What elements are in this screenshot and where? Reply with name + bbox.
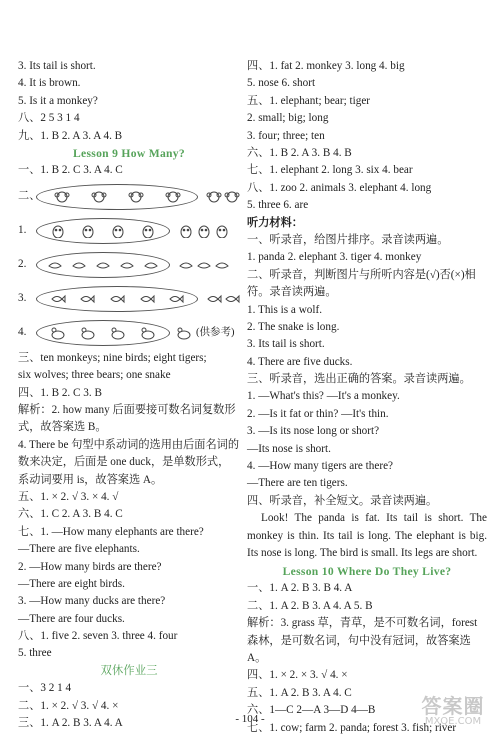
answer-line: 一、3 2 1 4 — [18, 682, 72, 695]
bird-icon — [214, 258, 230, 272]
picture-answer-1 — [18, 180, 240, 214]
answer-line: 一、1. A 2. B 3. B 4. A — [247, 582, 353, 595]
owl-icon — [196, 224, 212, 238]
right-column — [247, 58, 487, 737]
picture-number: 3. — [18, 292, 27, 305]
answer-line: 六、1. B 2. A 3. B 4. B — [247, 146, 352, 159]
birds-oval — [36, 252, 170, 278]
answer-line: 1. panda 2. elephant 3. tiger 4. monkey — [247, 251, 422, 264]
birds-outside — [178, 258, 230, 272]
answer-line: 八、1. zoo 2. animals 3. elephant 4. long — [247, 181, 432, 194]
bird-icon — [196, 258, 212, 272]
answer-line: 1. —What's this? —It's a monkey. — [247, 390, 400, 403]
bird-icon — [143, 258, 159, 272]
answer-line: 七、1. cow; farm 2. panda; forest 3. fish; river — [247, 721, 457, 734]
owl-icon — [178, 224, 194, 238]
left-column — [18, 58, 240, 732]
answer-line: 2. The snake is long. — [247, 320, 340, 333]
answer-line: 4. It is brown. — [18, 77, 81, 90]
owl-icon — [80, 224, 96, 238]
owl-icon — [50, 224, 66, 238]
fish-outside — [206, 292, 240, 306]
duck-icon — [50, 326, 66, 340]
monkey-icon — [128, 190, 144, 204]
monkey-icon — [91, 190, 107, 204]
fish-icon — [139, 292, 155, 306]
ducks-oval — [36, 320, 170, 346]
answer-line: 3. four; three; ten — [247, 129, 325, 142]
answer-line: 2. —How many birds are there? — [18, 560, 162, 573]
answer-line: 5. Is it a monkey? — [18, 94, 98, 107]
answer-line: 四、1. × 2. × 3. √ 4. × — [247, 669, 348, 682]
answer-line: 二、1. A 2. B 3. A 4. A 5. B — [247, 599, 373, 612]
bird-icon — [47, 258, 63, 272]
analysis-text: 解析：2. how many 后面要接可数名词复数形式，故答案选 B。 — [18, 403, 236, 434]
instruction-text: 二、听录音，判断图片与所听内容是(√)否(×)相符。录音读两遍。 — [247, 268, 476, 299]
answer-line: —There are four ducks. — [18, 612, 125, 625]
answer-line: 五、1. A 2. B 3. A 4. C — [247, 686, 352, 699]
fish-icon — [206, 292, 222, 306]
answer-line: 三、听录音，选出正确的答案。录音读两遍。 — [247, 373, 471, 386]
answer-line: 二、1. × 2. √ 3. √ 4. × — [18, 699, 119, 712]
answer-line: 5. three — [18, 647, 52, 660]
answer-line: 一、1. B 2. C 3. A 4. C — [18, 164, 123, 177]
analysis-text: 4. There be 句型中系动词的选用由后面名词的数来决定，后面是 one duck，是单数形式，系动词要用 is，故答案选 A。 — [18, 438, 240, 486]
owls-row — [18, 214, 240, 248]
answer-line: 八、1. five 2. seven 3. three 4. four — [18, 630, 178, 643]
answer-line: 3. Its tail is short. — [247, 338, 325, 351]
fish-icon — [79, 292, 95, 306]
picture-answer-3 — [18, 248, 240, 282]
picture-number: 2. — [18, 258, 27, 271]
answer-line: 五、1. × 2. √ 3. × 4. √ — [18, 490, 119, 503]
duck-icon — [80, 326, 96, 340]
analysis-text: 解析：3. grass 草，青草，是不可数名词，forest 森林，是可数名词，句中没有冠词，故答案选 A。 — [247, 617, 478, 664]
picture-number: 4. — [18, 326, 27, 339]
answer-line: 3. —How many ducks are there? — [18, 595, 166, 608]
owl-icon — [140, 224, 156, 238]
watermark-url: MXQE.COM — [424, 716, 482, 727]
question-2-label: 二、 — [18, 190, 41, 203]
lesson-9-title: Lesson 9 How Many? — [72, 146, 185, 160]
monkey-icon — [54, 190, 70, 204]
reference-note: (供参考) — [196, 327, 235, 339]
answer-line: 八、2 5 3 1 4 — [18, 112, 80, 125]
answer-line: 七、1. —How many elephants are there? — [18, 525, 204, 538]
answer-line: 3. —Is its nose long or short? — [247, 425, 380, 438]
page-number: - 104 - — [235, 713, 265, 725]
bird-icon — [178, 258, 194, 272]
answer-line: 4. —How many tigers are there? — [247, 460, 394, 473]
answer-line: 4. There are five ducks. — [247, 355, 353, 368]
answer-line: 1. This is a wolf. — [247, 303, 322, 316]
answer-line: 四、1. B 2. C 3. B — [18, 386, 102, 399]
answer-line: 五、1. elephant; bear; tiger — [247, 94, 371, 107]
bird-icon — [119, 258, 135, 272]
fish-icon — [109, 292, 125, 306]
fish-icon — [168, 292, 184, 306]
answer-line: —There are eight birds. — [18, 577, 125, 590]
monkey-icon — [224, 190, 240, 204]
monkey-icon — [165, 190, 181, 204]
answer-line: 七、1. elephant 2. long 3. six 4. bear — [247, 164, 413, 177]
weekend-homework-title: 双休作业三 — [100, 664, 158, 677]
watermark-text: 答案圈 — [421, 694, 485, 718]
owls-outside — [178, 224, 230, 238]
fish-icon — [224, 292, 240, 306]
owl-icon — [214, 224, 230, 238]
fish-oval — [36, 286, 198, 312]
answer-line: —Its nose is short. — [247, 442, 331, 455]
answer-line: 六、1—C 2—A 3—D 4—B — [247, 704, 376, 717]
monkeys-outside — [206, 190, 240, 204]
answer-line: 5. three 6. are — [247, 199, 309, 212]
monkey-icon — [206, 190, 222, 204]
bird-icon — [95, 258, 111, 272]
watermark-logo — [414, 696, 492, 732]
answer-line: 2. —Is it fat or thin? —It's thin. — [247, 407, 389, 420]
listening-material-title: 听力材料： — [247, 216, 303, 229]
answer-line: 5. nose 6. short — [247, 77, 316, 90]
ducks-outside — [176, 326, 192, 340]
answer-line: six wolves; three bears; one snake — [18, 369, 171, 382]
picture-answer-5 — [18, 316, 240, 350]
owl-icon — [110, 224, 126, 238]
answer-line: —There are five elephants. — [18, 543, 140, 556]
duck-icon — [176, 326, 192, 340]
bird-icon — [71, 258, 87, 272]
monkeys-oval — [36, 184, 198, 210]
answer-line: 三、ten monkeys; nine birds; eight tigers; — [18, 351, 207, 364]
answer-line: 一、听录音，给图片排序。录音读两遍。 — [247, 233, 449, 246]
passage-text: Look! The panda is fat. Its tail is short. The monkey is thin. Its tail is long. The elephant is big. Its nose is long. The bird is small. Its legs are short. — [247, 512, 487, 560]
picture-answer-4 — [18, 282, 240, 316]
fish-icon — [50, 292, 66, 306]
answer-line: 六、1. C 2. A 3. B 4. C — [18, 508, 123, 521]
answer-line: —There are ten tigers. — [247, 477, 348, 490]
owls-oval — [36, 218, 170, 244]
answer-line: 三、1. A 2. B 3. A 4. A — [18, 717, 123, 730]
answer-line: 2. small; big; long — [247, 112, 329, 125]
duck-icon — [110, 326, 126, 340]
answer-line: 四、1. fat 2. monkey 3. long 4. big — [247, 60, 405, 72]
duck-icon — [140, 326, 156, 340]
answer-line: 3. Its tail is short. — [18, 60, 96, 72]
picture-number: 1. — [18, 224, 27, 237]
answer-line: 九、1. B 2. A 3. A 4. B — [18, 129, 123, 142]
answer-line: 四、听录音，补全短文。录音读两遍。 — [247, 494, 438, 507]
lesson-10-title: Lesson 10 Where Do They Live? — [282, 564, 452, 578]
